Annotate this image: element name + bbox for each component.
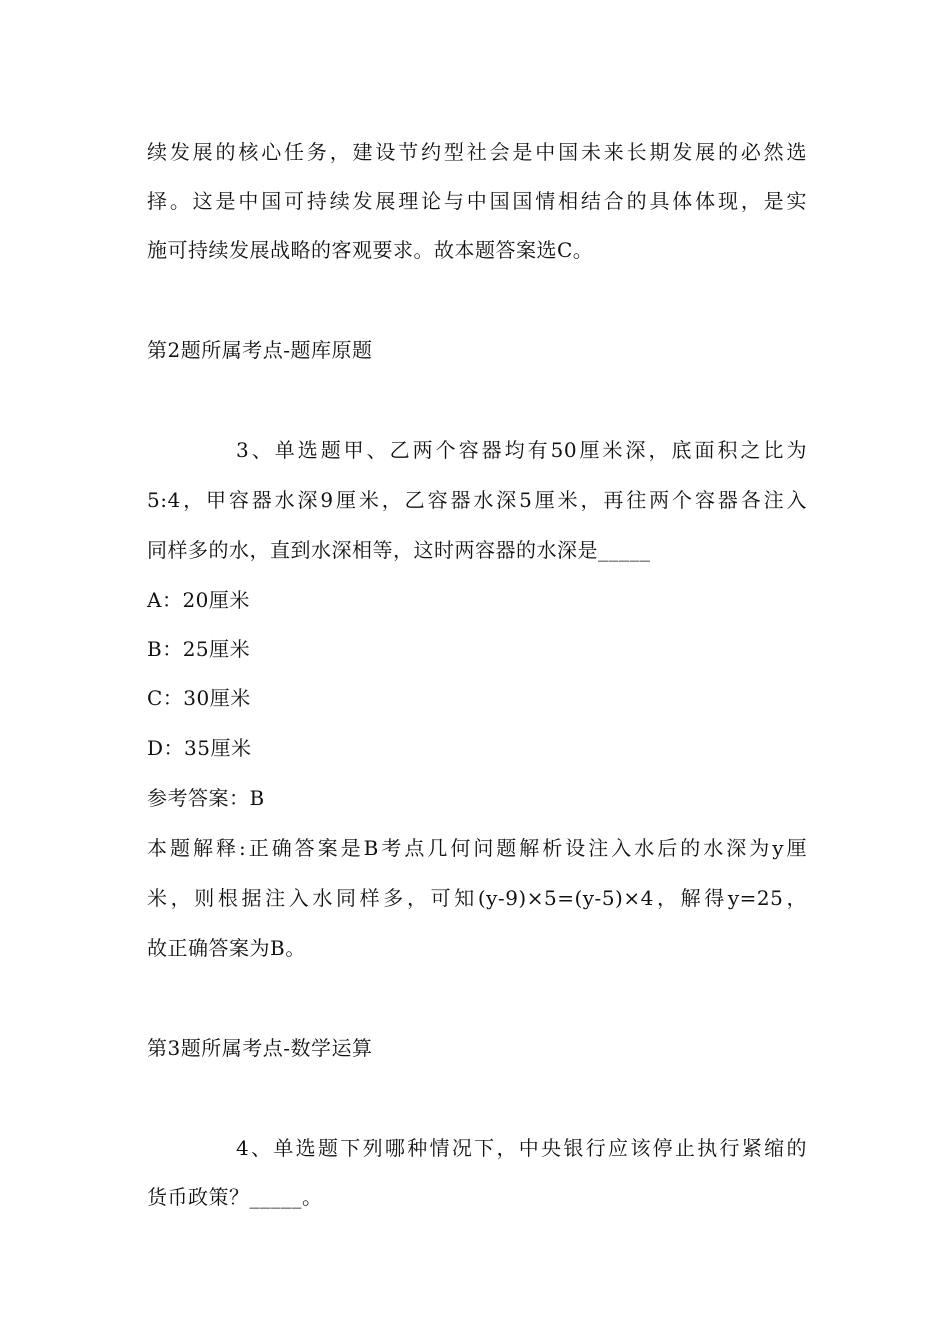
q3-option-b: B：25厘米 [147, 637, 251, 661]
q1-explanation-line-2: 择。这是中国可持续发展理论与中国国情相结合的具体体现，是实 [147, 189, 807, 213]
q3-option-d: D：35厘米 [147, 736, 252, 760]
q3-option-c: C：30厘米 [147, 686, 251, 710]
q3-question-line-2: 5:4，甲容器水深9厘米，乙容器水深5厘米，再往两个容器各注入 [147, 488, 807, 512]
q2-knowledge-point: 第2题所属考点-题库原题 [147, 338, 373, 362]
q1-explanation-line-3: 施可持续发展战略的客观要求。故本题答案选C。 [147, 238, 594, 262]
q3-question-line-1: 3、单选题甲、乙两个容器均有50厘米深，底面积之比为 [236, 438, 807, 462]
q3-explanation-line-1: 本题解释:正确答案是B考点几何问题解析设注入水后的水深为y厘 [147, 836, 807, 860]
q3-explanation-line-2: 米，则根据注入水同样多，可知(y-9)×5=(y-5)×4，解得y=25， [147, 886, 807, 910]
q3-explanation-line-3: 故正确答案为B。 [147, 936, 306, 960]
q1-explanation-line-1: 续发展的核心任务，建设节约型社会是中国未来长期发展的必然选 [147, 140, 807, 164]
q4-question-line-2: 货币政策？_____。 [147, 1185, 323, 1209]
q3-knowledge-point: 第3题所属考点-数学运算 [147, 1036, 373, 1060]
q4-question-line-1: 4、单选题下列哪种情况下，中央银行应该停止执行紧缩的 [236, 1136, 807, 1160]
q3-question-line-3: 同样多的水，直到水深相等，这时两容器的水深是_____ [147, 538, 651, 562]
q3-option-a: A：20厘米 [147, 588, 250, 612]
q3-reference-answer: 参考答案：B [147, 786, 265, 810]
